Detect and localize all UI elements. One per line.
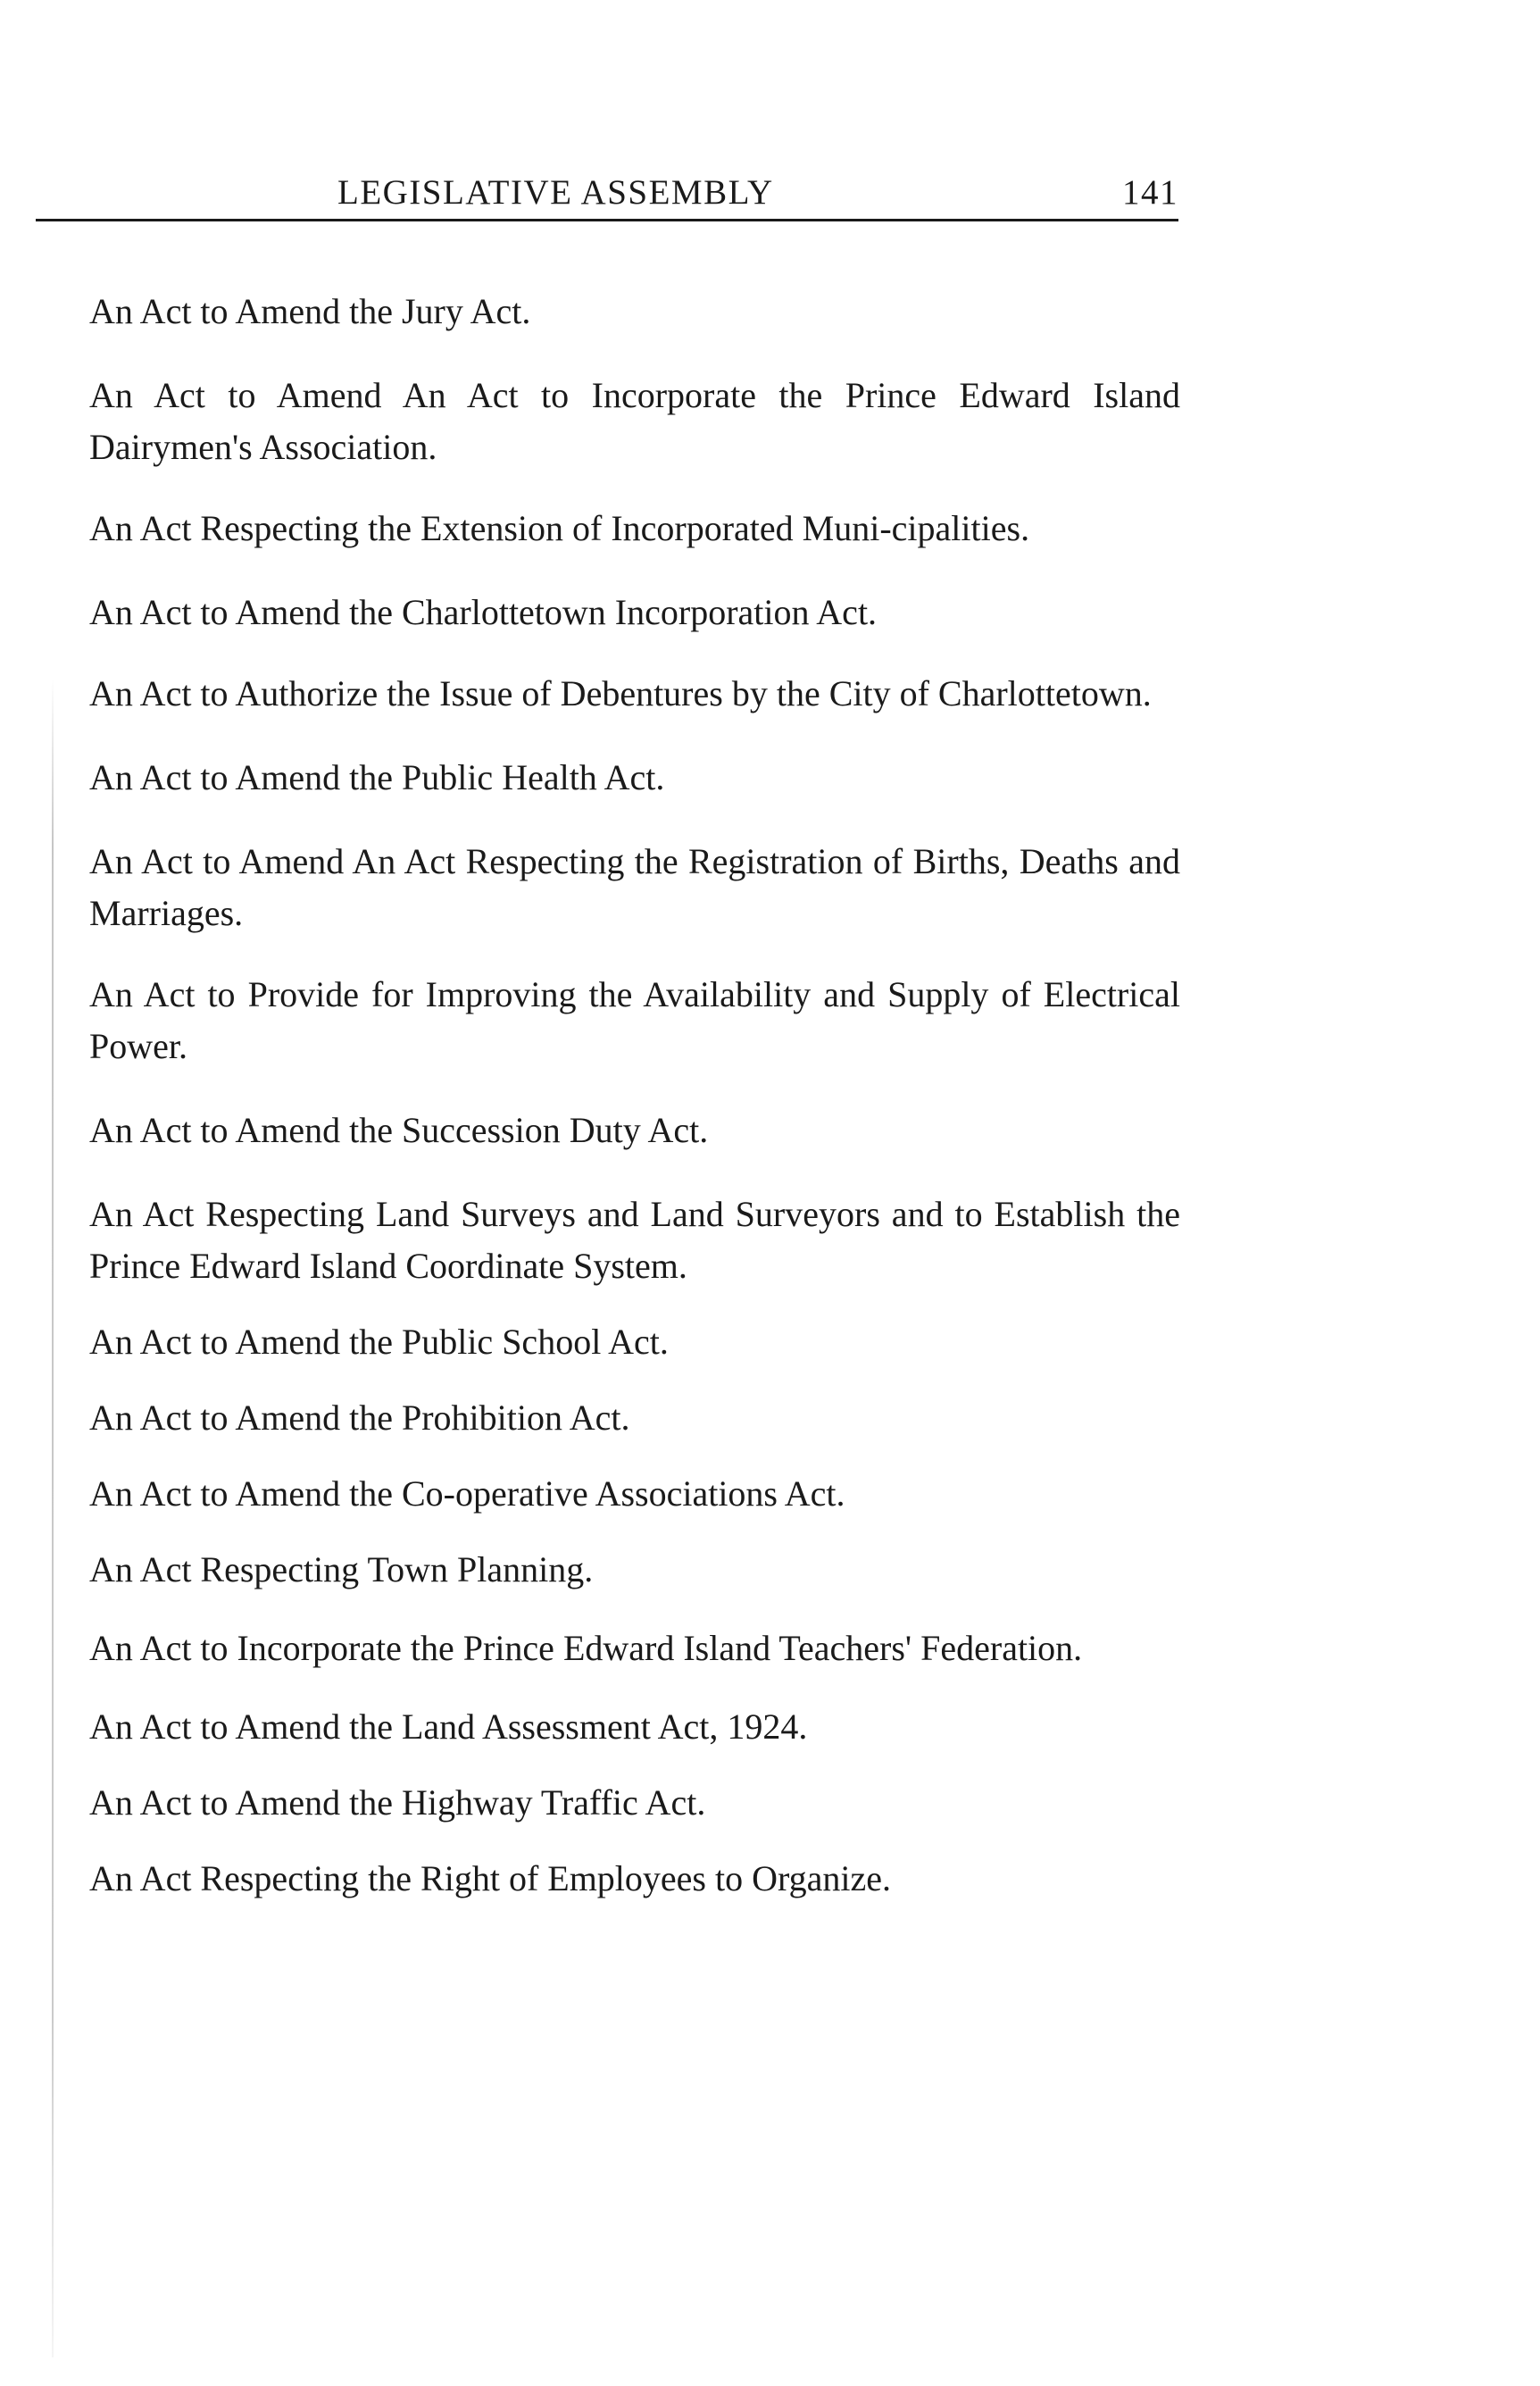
act-item: An Act Respecting the Right of Employees to Organize. <box>89 1858 891 1898</box>
acts-list <box>89 286 1180 1905</box>
binding-edge-shadow <box>52 679 54 2357</box>
act-item: An Act to Amend the Public Health Act. <box>89 757 665 797</box>
act-item: An Act Respecting Land Surveys and Land Surveyors and to Establish the Prince Edward Island Coordinate System. <box>89 1194 1180 1286</box>
header-title: LEGISLATIVE ASSEMBLY <box>337 173 774 212</box>
act-item: An Act to Incorporate the Prince Edward Island Teachers' Federation. <box>89 1628 1083 1668</box>
act-item: An Act to Amend the Jury Act. <box>89 291 531 331</box>
act-item: An Act to Amend the Succession Duty Act. <box>89 1110 709 1150</box>
act-item: An Act to Amend the Land Assessment Act, 1924. <box>89 1706 808 1747</box>
act-item: An Act Respecting the Extension of Incorporated Muni-cipalities. <box>89 508 1030 548</box>
act-item: An Act to Provide for Improving the Availability and Supply of Electrical Power. <box>89 974 1180 1066</box>
act-item: An Act Respecting Town Planning. <box>89 1549 594 1589</box>
act-item: An Act to Amend the Prohibition Act. <box>89 1397 630 1438</box>
act-item: An Act to Amend the Highway Traffic Act. <box>89 1782 706 1823</box>
page-number: 141 <box>1122 173 1178 212</box>
act-item: An Act to Amend An Act Respecting the Registration of Births, Deaths and Marriages. <box>89 841 1180 933</box>
act-item: An Act to Amend the Co-operative Associations Act. <box>89 1473 845 1514</box>
running-header <box>87 172 1178 226</box>
act-item: An Act to Amend the Public School Act. <box>89 1322 669 1362</box>
act-item: An Act to Authorize the Issue of Debentures by the City of Charlottetown. <box>89 673 1152 713</box>
header-rule <box>36 219 1178 221</box>
act-item: An Act to Amend An Act to Incorporate the Prince Edward Island Dairymen's Association. <box>89 375 1180 467</box>
act-item: An Act to Amend the Charlottetown Incorporation Act. <box>89 592 878 632</box>
